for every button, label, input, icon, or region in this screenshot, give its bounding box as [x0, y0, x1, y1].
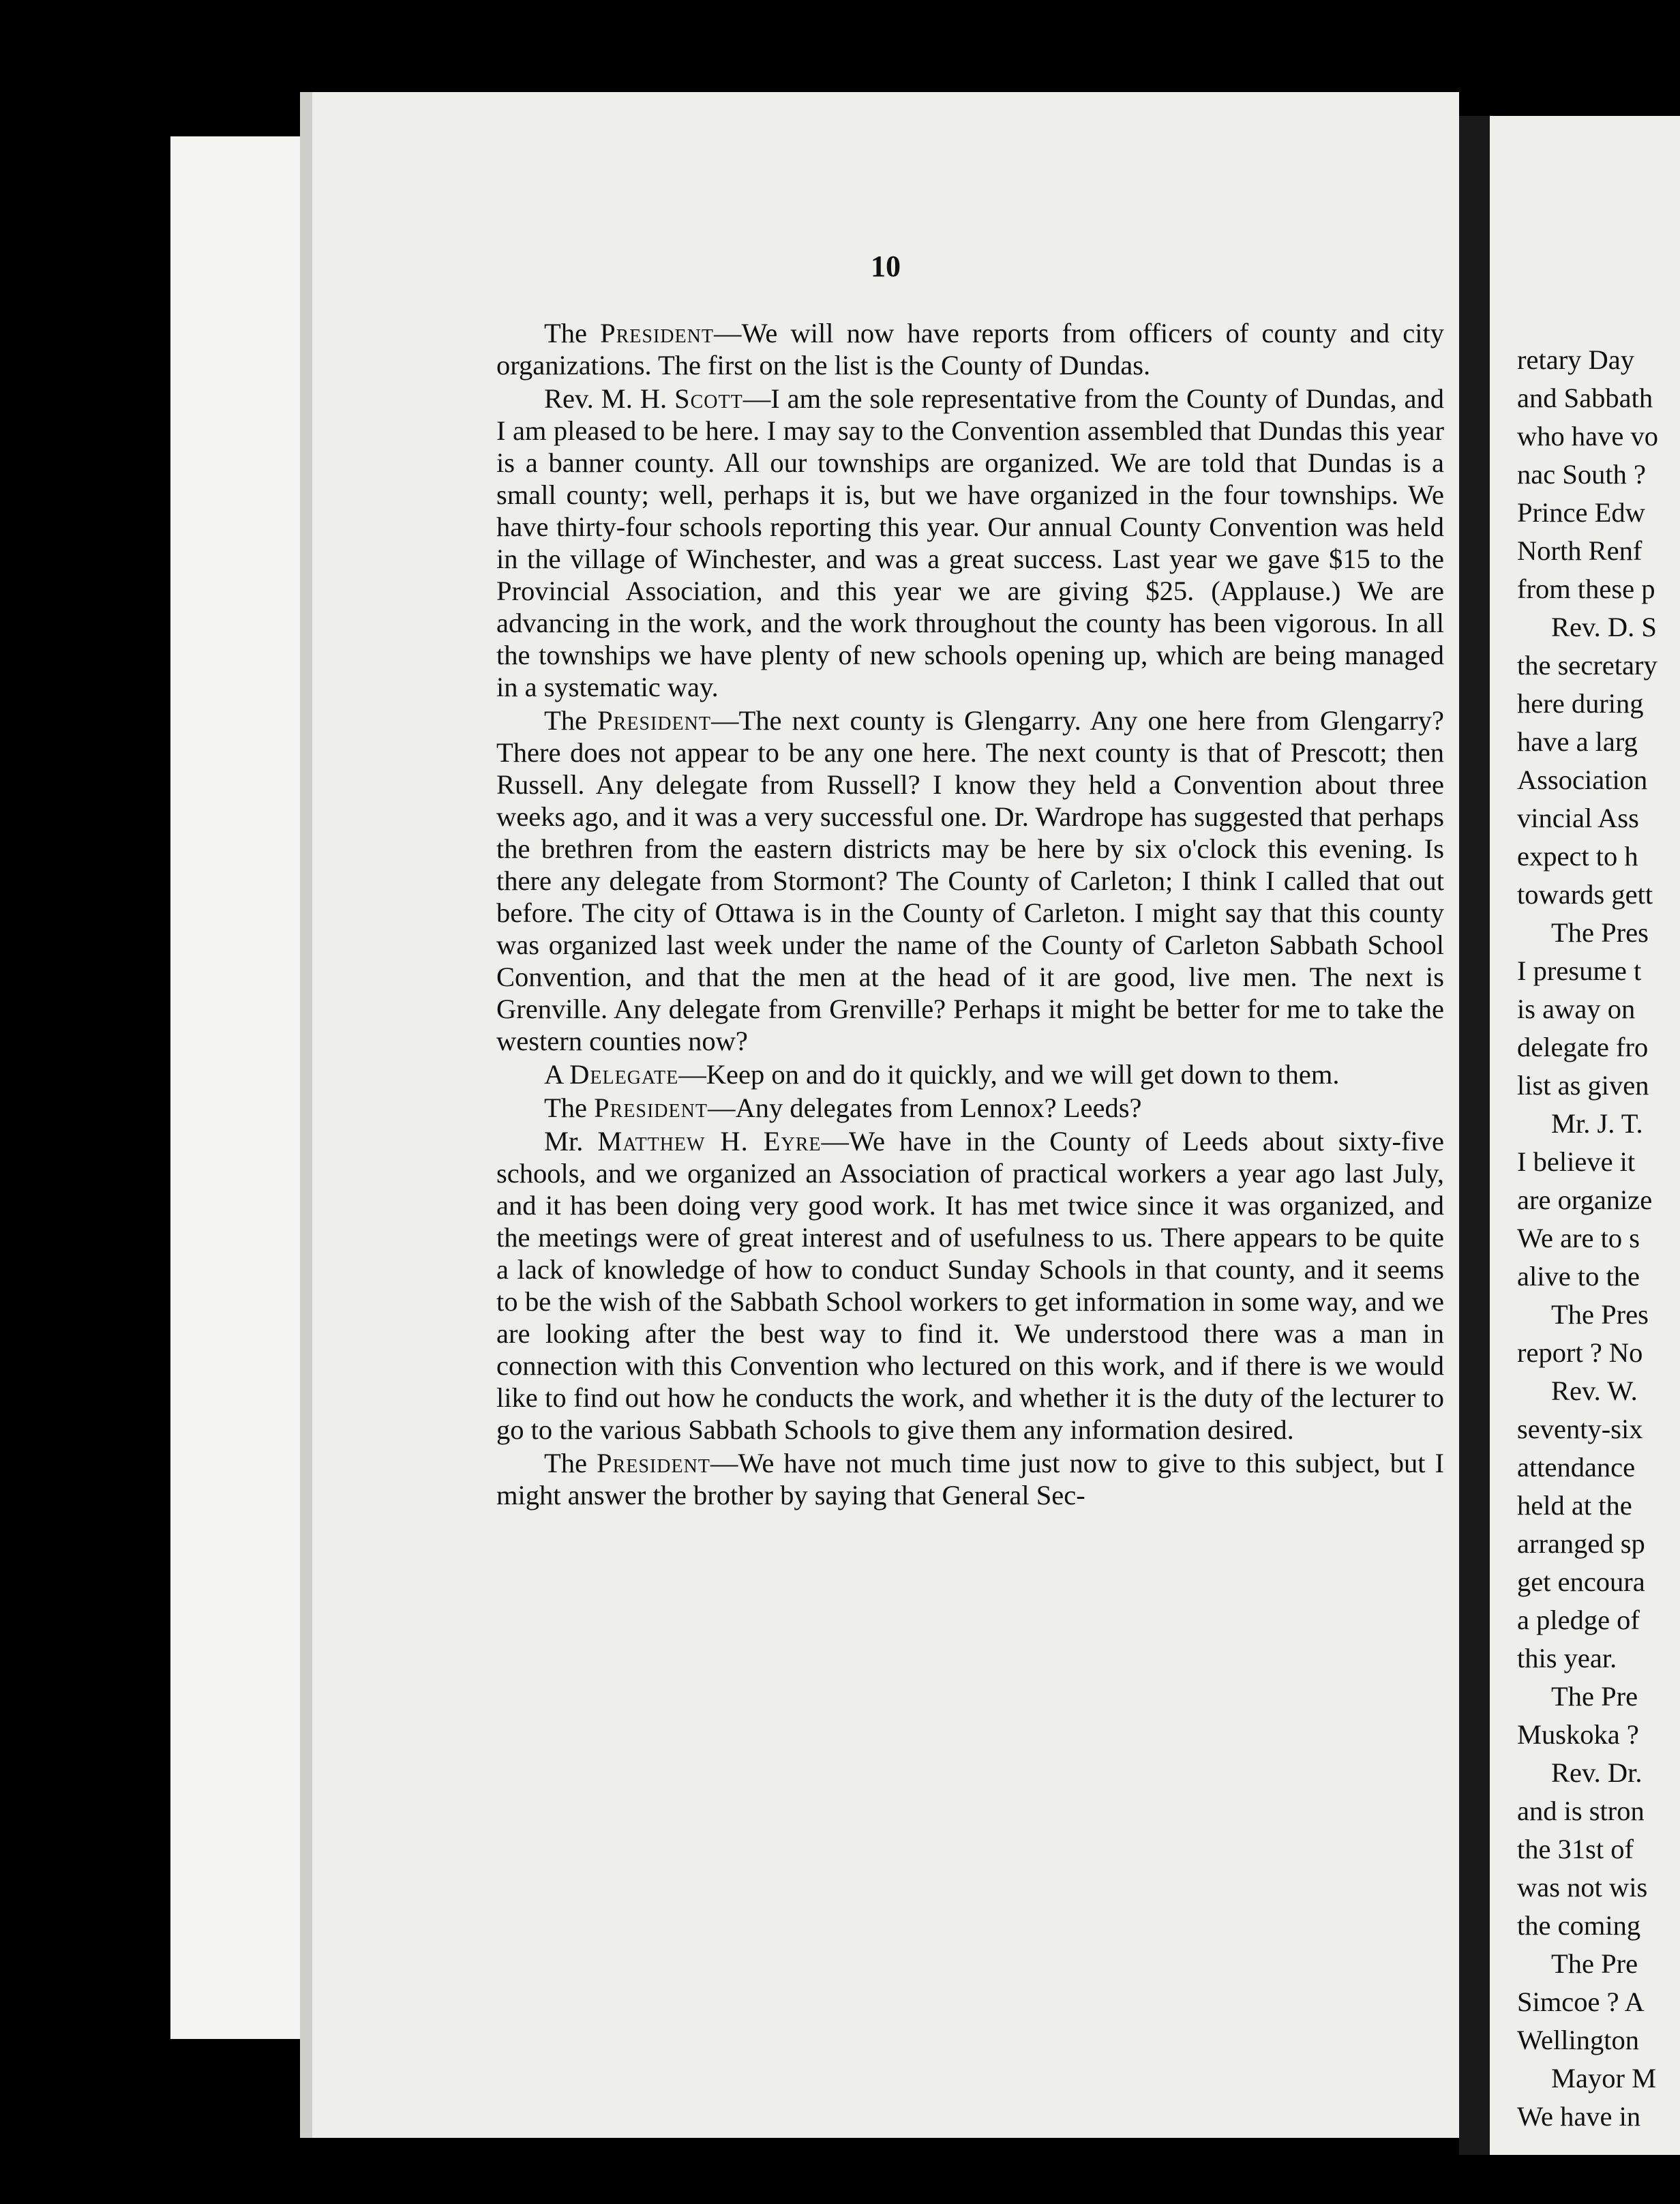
text-line: and is stron — [1517, 1796, 1645, 1826]
text-line: Association — [1517, 764, 1648, 795]
text-line: Rev. Dr. — [1551, 1757, 1642, 1788]
text-line: towards gett — [1517, 879, 1653, 910]
text-line: vincial Ass — [1517, 803, 1639, 833]
speaker-prefix: The — [544, 318, 601, 348]
text-line: was not wis — [1517, 1872, 1648, 1903]
text-line: Mr. J. T. — [1551, 1108, 1643, 1139]
right-page — [1490, 116, 1680, 2155]
paragraph — [496, 383, 1444, 703]
text-line: who have vo — [1517, 421, 1658, 451]
text-line: list as given — [1517, 1070, 1649, 1101]
text-line: Simcoe ? A — [1517, 1986, 1645, 2017]
text-line: The Pres — [1551, 917, 1649, 948]
text-line: The Pre — [1551, 1948, 1638, 1979]
paragraph — [496, 704, 1444, 1057]
speaker-prefix: The — [544, 705, 598, 736]
text-line: The Pre — [1551, 1681, 1638, 1712]
text-line: Rev. W. — [1551, 1375, 1638, 1406]
speaker-name: President — [597, 1448, 710, 1478]
page-number: 10 — [871, 250, 901, 283]
paragraph-text: —Any delegates from Lennox? Leeds? — [707, 1092, 1142, 1123]
text-line: I presume t — [1517, 955, 1642, 986]
paragraph — [496, 317, 1444, 381]
right-page-text — [1517, 341, 1680, 2136]
text-line: We are to s — [1517, 1223, 1640, 1253]
text-line: report ? No — [1517, 1337, 1643, 1368]
speaker-prefix: Mr. — [544, 1126, 598, 1157]
text-line: I believe it — [1517, 1146, 1636, 1177]
text-line: are organize — [1517, 1185, 1653, 1215]
text-line: nac South ? — [1517, 459, 1646, 490]
speaker-prefix: The — [544, 1448, 597, 1478]
paragraph-text: —I am the sole representative from the County of Dundas, and I am pleased to be here. I may say to the Convention assembled that Dundas this year is a banner county. All our townships are organized. We are told that Dundas is a small county; well, perhaps it is, but we have organized in the four townships. We have thirty-four schools reporting this year. Our annual County Convention was held in the village of Winchester, and was a great success. Last year we gave $15 to the Provincial Association, and this year we are giving $25. (Applause.) We are advancing in the work, and the work throughout the county has been vigorous. In all the townships we have plenty of new schools opening up, which are being managed in a systematic way. — [496, 383, 1444, 702]
text-line: Wellington — [1517, 2025, 1639, 2055]
speaker-prefix: Rev. M. H. — [544, 383, 675, 414]
speaker-name: President — [597, 705, 711, 736]
paragraph — [496, 1447, 1444, 1511]
text-line: Rev. D. S — [1551, 612, 1657, 642]
paragraph-text: —We have in the County of Leeds about sixty-five schools, and we organized an Association of practical workers a year ago last July, and it has been doing very good work. It has met twice since it was organized, and the meetings were of great interest and of usefulness to us. There appears to be quite a lack of knowledge of how to conduct Sunday Schools in that county, and it seems to be the wish of the Sabbath School workers to get information in some way, and we are looking after the best way to find it. We understood there was a man in connection with this Convention who lectured on this work, and if there is we would like to find out how he conducts the work, and whether it is the duty of the lecturer to go to the various Sabbath Schools to give them any information desired. — [496, 1126, 1445, 1445]
text-line: the coming — [1517, 1910, 1641, 1941]
text-line: Prince Edw — [1517, 497, 1645, 528]
speaker-prefix: A — [544, 1059, 570, 1090]
text-line: alive to the — [1517, 1261, 1640, 1292]
paragraph-text: —The next county is Glengarry. Any one here from Glengarry? There does not appear to be any one here. The next county is that of Prescott; then Russell. Any delegate from Russell? I know they held a Convention about three weeks ago, and it was a very successful one. Dr. Wardrope has suggested that perhaps the brethren from the eastern districts may be here by six o'clock this evening. Is there any delegate from Stormont? The County of Carleton; I think I called that out before. The city of Ottawa is in the County of Carleton. I might say that this county was organized last week under the name of the County of Carleton Sabbath School Convention, and that the men at the head of it are good, live men. The next is Grenville. Any delegate from Grenville? Perhaps it might be better for me to take the western counties now? — [496, 705, 1444, 1056]
text-line: expect to h — [1517, 841, 1638, 872]
text-line: attendance — [1517, 1452, 1636, 1483]
paragraph — [496, 1125, 1444, 1446]
text-line: from these p — [1517, 574, 1655, 604]
text-line: Mayor M — [1551, 2063, 1657, 2094]
text-line: The Pres — [1551, 1299, 1649, 1330]
text-line: and Sabbath — [1517, 383, 1653, 413]
text-line: this year. — [1517, 1643, 1617, 1673]
paragraph — [496, 1092, 1444, 1124]
text-line: Muskoka ? — [1517, 1719, 1639, 1750]
left-page — [300, 92, 1459, 2138]
paragraph-text: —Keep on and do it quickly, and we will get down to them. — [678, 1059, 1340, 1090]
text-line: the 31st of — [1517, 1834, 1634, 1864]
left-page-text — [496, 317, 1444, 1513]
speaker-name: President — [600, 318, 714, 348]
page-gutter — [1459, 116, 1490, 2155]
text-line: delegate fro — [1517, 1032, 1649, 1062]
text-line: get encoura — [1517, 1566, 1645, 1597]
text-line: North Renf — [1517, 535, 1642, 566]
text-line: We have in — [1517, 2101, 1641, 2132]
speaker-name: President — [594, 1092, 708, 1123]
text-line: have a larg — [1517, 726, 1638, 757]
text-line: the secretary — [1517, 650, 1657, 681]
text-line: is away on — [1517, 994, 1636, 1024]
speaker-name: Delegate — [569, 1059, 679, 1090]
text-line: held at the — [1517, 1490, 1632, 1521]
speaker-name: Matthew H. Eyre — [597, 1126, 822, 1157]
text-line: arranged sp — [1517, 1528, 1645, 1559]
paragraph — [496, 1058, 1444, 1090]
paragraph-text: —We have not much time just now to give to this subject, but I might answer the brother by saying that General Sec- — [496, 1448, 1445, 1510]
text-line: seventy-six — [1517, 1414, 1643, 1444]
paragraph-text: —We will now have reports from officers of county and city organizations. The first on the list is the County of Dundas. — [496, 318, 1444, 381]
text-line: here during — [1517, 688, 1644, 719]
text-line: a pledge of — [1517, 1605, 1640, 1635]
speaker-prefix: The — [544, 1092, 595, 1123]
text-line: retary Day — [1517, 344, 1635, 375]
speaker-name: Scott — [674, 383, 743, 414]
